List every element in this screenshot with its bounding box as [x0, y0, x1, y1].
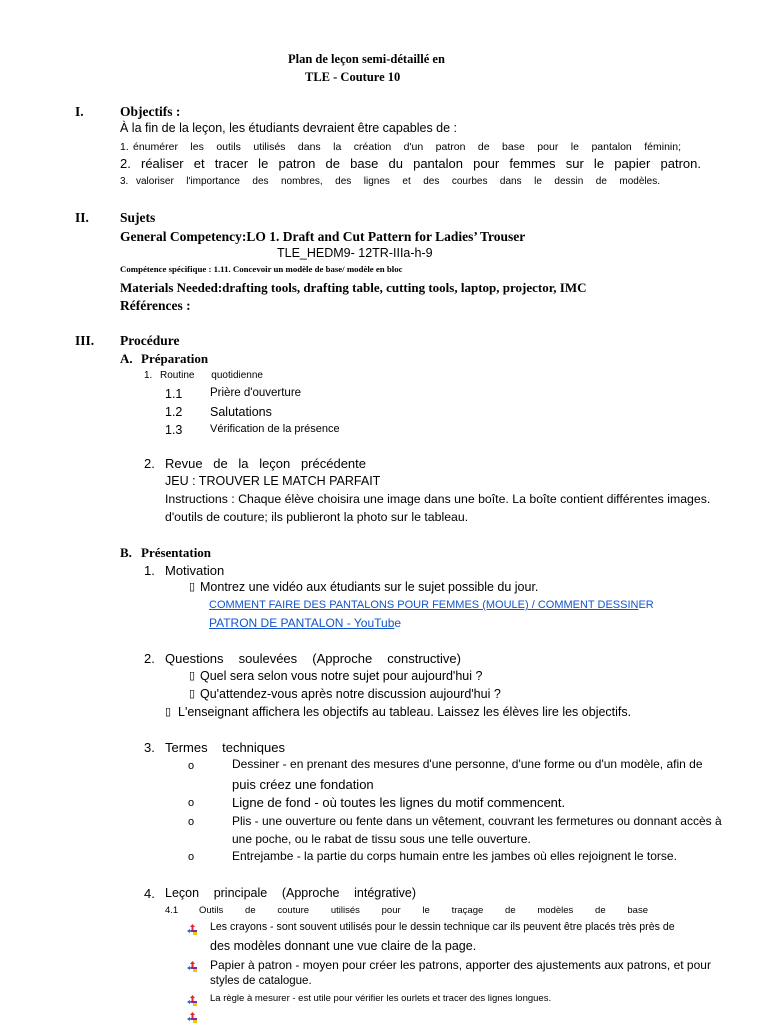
- term-definition: Dessiner - en prenant des mesures d'une personne, d'une forme ou d'un modèle, afin de: [232, 757, 703, 771]
- link-text[interactable]: COMMENT FAIRE DES PANTALONS POUR FEMMES (MOULE) / COMMENT DESSIN: [209, 599, 639, 611]
- question-item: Quel sera selon vous notre sujet pour aujourd'hui ?: [200, 669, 483, 683]
- subsection-letter: B.: [120, 545, 132, 560]
- routine-label: Routine quotidienne: [160, 370, 263, 381]
- term-definition: une poche, ou le rabat de tissu sous une telle ouverture.: [232, 832, 531, 846]
- subsection-heading-presentation: Présentation: [141, 545, 212, 560]
- lecon-label: Leçon principale (Approche intégrative): [165, 886, 416, 900]
- missing-glyph-bullet: ▯: [189, 581, 196, 593]
- section-numeral: III.: [75, 333, 95, 348]
- section-heading-sujets: Sujets: [120, 210, 156, 225]
- step-number: 3.: [144, 740, 155, 755]
- term-definition: Ligne de fond - où toutes les lignes du motif commencent.: [232, 795, 566, 810]
- term-definition: Entrejambe - la partie du corps humain entre les jambes où elles rejoignent le torse.: [232, 849, 677, 863]
- objective-number: 2.: [120, 156, 131, 171]
- tool-description: Papier à patron - moyen pour créer les patrons, apporter des ajustements aux patrons, et pour: [210, 958, 711, 972]
- subsection-letter: A.: [120, 351, 133, 366]
- game-title: JEU : TROUVER LE MATCH PARFAIT: [165, 474, 381, 488]
- list-bullet: o: [188, 797, 195, 809]
- objective-text: valoriser l'importance des nombres, des lignes et des courbes dans le dessin de modèles.: [136, 176, 660, 187]
- youtube-video-link[interactable]: [209, 600, 654, 611]
- substep-number: 1.2: [165, 405, 183, 419]
- link-text-tail[interactable]: ER: [638, 599, 654, 611]
- list-bullet: o: [188, 816, 195, 828]
- tools-subheading: Outils de couture utilisés pour le traçage de modèles de base: [199, 905, 648, 916]
- termes-label: Termes techniques: [165, 740, 285, 755]
- list-bullet: o: [188, 760, 195, 772]
- questions-label: Questions soulevées (Approche constructive): [165, 651, 461, 666]
- section-numeral: I.: [75, 104, 84, 119]
- section-numeral: II.: [75, 210, 89, 225]
- substep-text: Prière d'ouverture: [210, 387, 302, 399]
- objective-number: 3.: [120, 176, 129, 187]
- substep-text: Vérification de la présence: [210, 423, 340, 435]
- motivation-activity: Montrez une vidéo aux étudiants sur le sujet possible du jour.: [200, 580, 539, 594]
- objective-text: énumérer les outils utilisés dans la création d'un patron de base pour le pantalon féminin;: [133, 141, 681, 153]
- tool-description: des modèles donnant une vue claire de la page.: [210, 939, 477, 953]
- game-instructions-line1: Instructions : Chaque élève choisira une image dans une boîte. La boîte contient différentes images.: [165, 492, 711, 506]
- competency-code: TLE_HEDM9- 12TR-IIIa-h-9: [277, 246, 433, 260]
- missing-glyph-bullet: ▯: [189, 688, 196, 700]
- link-text-tail[interactable]: e: [394, 616, 402, 630]
- term-definition: Plis - une ouverture ou fente dans un vêtement, couvrant les fermetures ou donnant accès à: [232, 814, 722, 828]
- general-competency: General Competency:LO 1. Draft and Cut Pattern for Ladies’ Trouser: [120, 229, 526, 244]
- four-arrow-bullet-icon: [187, 1012, 198, 1023]
- objectifs-intro: À la fin de la leçon, les étudiants devraient être capables de :: [120, 121, 458, 135]
- tool-description: styles de catalogue.: [210, 975, 312, 987]
- substep-number: 4.1: [165, 905, 179, 916]
- four-arrow-bullet-icon: [187, 961, 198, 972]
- game-instructions-line2: d'outils de couture; ils publieront la photo sur le tableau.: [165, 510, 469, 524]
- objective-number: 1.: [120, 141, 129, 153]
- substep-number: 1.3: [165, 423, 183, 437]
- step-number: 4.: [144, 886, 155, 901]
- objective-text: réaliser et tracer le patron de base du pantalon pour femmes sur le papier patron.: [141, 156, 701, 171]
- step-number: 1.: [144, 563, 155, 578]
- materials-needed: Materials Needed:drafting tools, drafting table, cutting tools, laptop, projector, IMC: [120, 280, 587, 295]
- substep-number: 1.1: [165, 387, 183, 401]
- question-item: L'enseignant affichera les objectifs au tableau. Laissez les élèves lire les objectifs.: [178, 705, 632, 719]
- missing-glyph-bullet: ▯: [189, 670, 196, 682]
- motivation-label: Motivation: [165, 563, 225, 578]
- document-title-line1: Plan de leçon semi-détaillé en: [288, 52, 445, 66]
- missing-glyph-bullet: ▯: [165, 706, 172, 718]
- tool-description: Les crayons - sont souvent utilisés pour le dessin technique car ils peuvent être placés très près de: [210, 921, 675, 933]
- step-number: 1.: [144, 370, 153, 381]
- document-title-line2: TLE - Couture 10: [305, 70, 401, 84]
- references-heading: Références :: [120, 298, 191, 313]
- list-bullet: o: [188, 851, 195, 863]
- tool-description: La règle à mesurer - est utile pour vérifier les ourlets et tracer des lignes longues.: [210, 993, 552, 1004]
- section-heading-procedure: Procédure: [120, 333, 180, 348]
- section-heading-objectifs: Objectifs :: [120, 104, 181, 119]
- question-item: Qu'attendez-vous après notre discussion aujourd'hui ?: [200, 687, 501, 701]
- step-number: 2.: [144, 651, 155, 666]
- substep-text: Salutations: [210, 405, 272, 419]
- revue-label: Revue de la leçon précédente: [165, 456, 366, 471]
- term-definition: puis créez une fondation: [232, 777, 374, 792]
- youtube-video-link[interactable]: [209, 617, 401, 629]
- competence-specifique: Compétence spécifique : 1.11. Concevoir un modèle de base/ modèle en bloc: [120, 264, 403, 274]
- step-number: 2.: [144, 456, 155, 471]
- link-text[interactable]: PATRON DE PANTALON - YouTub: [209, 616, 395, 630]
- four-arrow-bullet-icon: [187, 995, 198, 1006]
- four-arrow-bullet-icon: [187, 924, 198, 935]
- subsection-heading-preparation: Préparation: [141, 351, 209, 366]
